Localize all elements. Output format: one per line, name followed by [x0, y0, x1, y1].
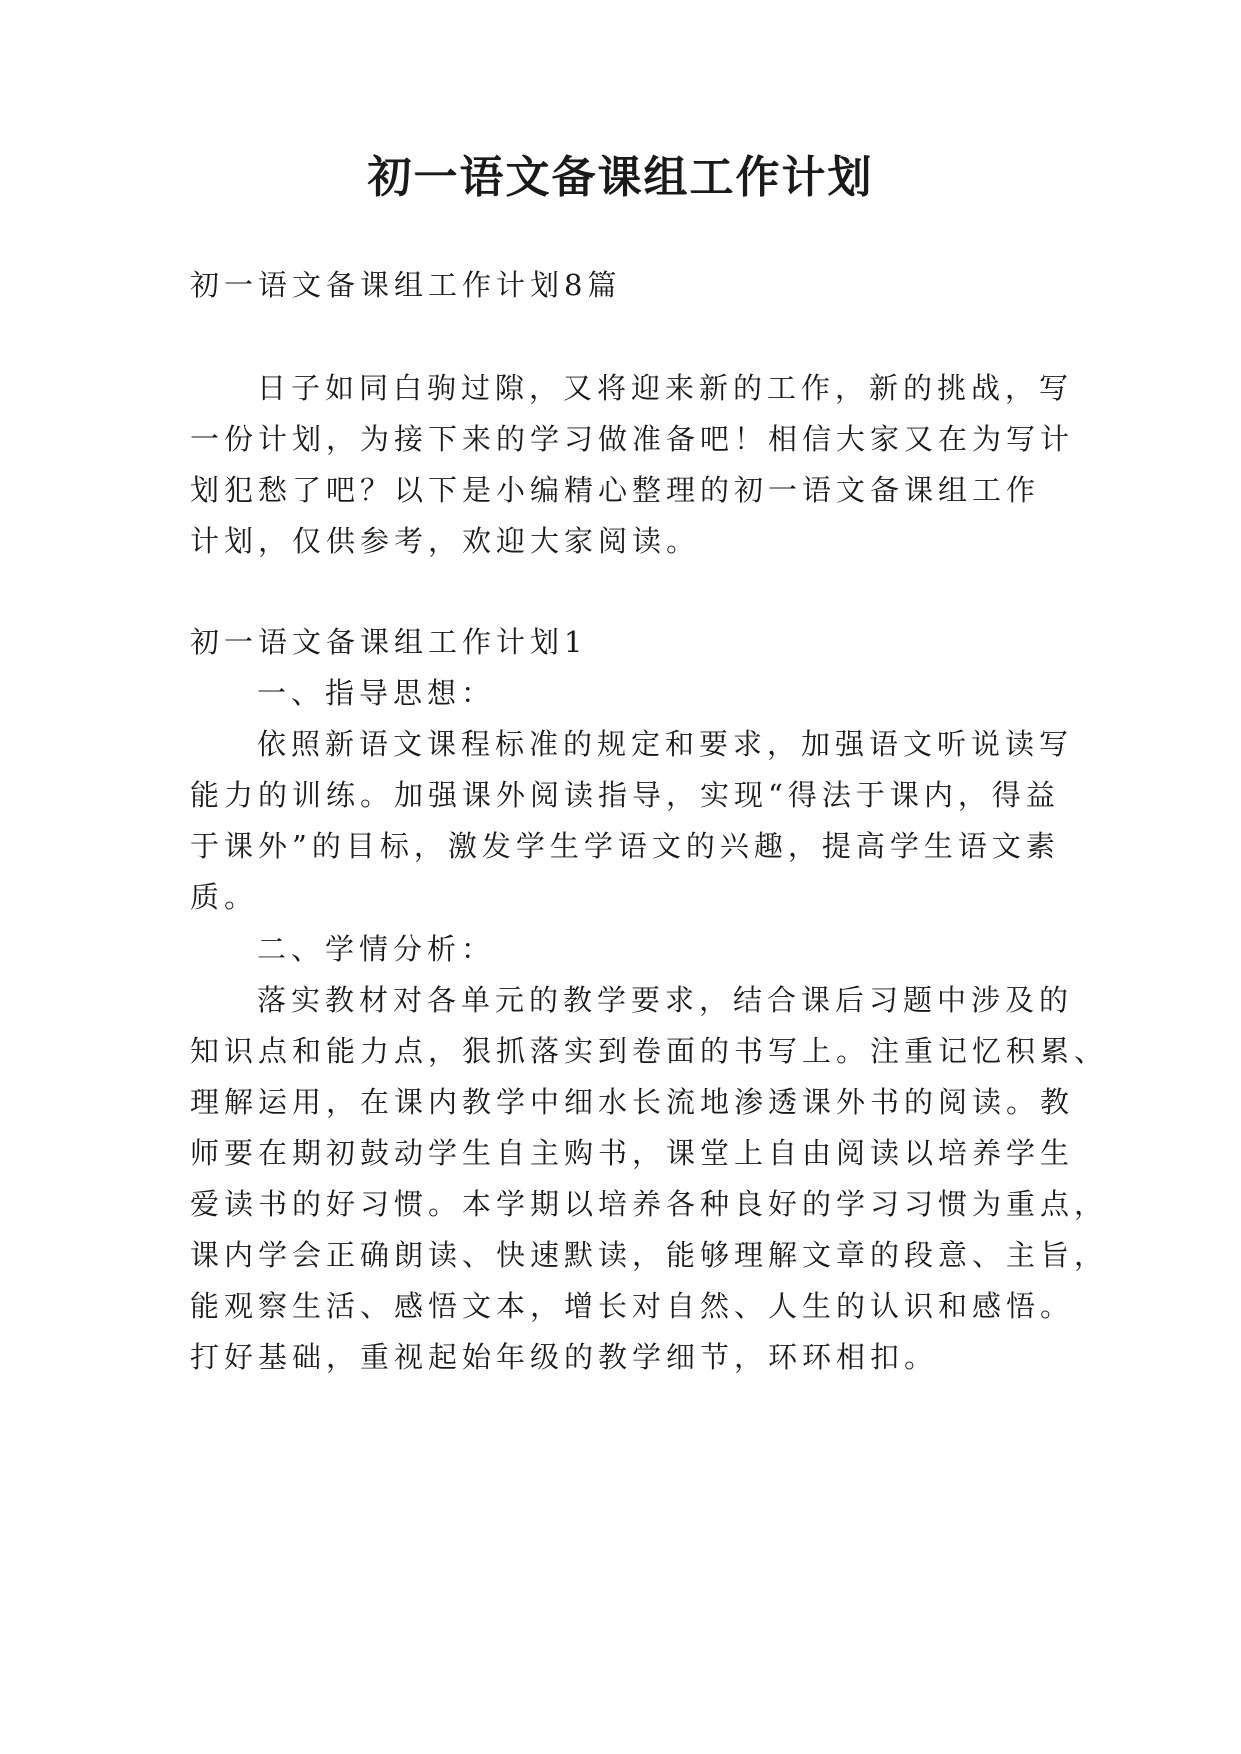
part2-line-2: 知识点和能力点，狠抓落实到卷面的书写上。注重记忆积累、 [190, 1034, 1109, 1068]
part2-line-8: 打好基础，重视起始年级的教学细节，环环相扣。 [190, 1340, 939, 1374]
intro-line-4: 计划，仅供参考，欢迎大家阅读。 [190, 524, 701, 558]
document-title: 初一语文备课组工作计划 [367, 152, 874, 203]
part1-line-4: 质。 [190, 880, 259, 914]
part2-line-1: 落实教材对各单元的教学要求，结合课后习题中涉及的 [257, 983, 1074, 1017]
document-subtitle: 初一语文备课组工作计划8篇 [190, 268, 622, 302]
intro-line-2: 一份计划，为接下来的学习做准备吧！相信大家又在为写计 [190, 422, 1075, 456]
part2-heading: 二、学情分析： [257, 932, 496, 966]
part1-heading: 一、指导思想： [257, 676, 496, 710]
part2-line-5: 爱读书的好习惯。本学期以培养各种良好的学习习惯为重点， [190, 1187, 1109, 1221]
part2-line-3: 理解运用，在课内教学中细水长流地渗透课外书的阅读。教 [190, 1085, 1075, 1119]
intro-line-3: 划犯愁了吧？以下是小编精心整理的初一语文备课组工作 [190, 473, 1041, 507]
part1-line-1: 依照新语文课程标准的规定和要求，加强语文听说读写 [257, 727, 1074, 761]
part1-line-3: 于课外”的目标，激发学生学语文的兴趣，提高学生语文素 [190, 829, 1060, 863]
section-heading: 初一语文备课组工作计划1 [190, 625, 588, 659]
part1-line-2: 能力的训练。加强课外阅读指导，实现“得法于课内，得益 [190, 778, 1060, 812]
intro-line-1: 日子如同白驹过隙，又将迎来新的工作，新的挑战，写 [257, 371, 1074, 405]
part2-line-6: 课内学会正确朗读、快速默读，能够理解文章的段意、主旨， [190, 1238, 1109, 1272]
part2-line-7: 能观察生活、感悟文本，增长对自然、人生的认识和感悟。 [190, 1289, 1075, 1323]
part2-line-4: 师要在期初鼓动学生自主购书，课堂上自由阅读以培养学生 [190, 1136, 1075, 1170]
